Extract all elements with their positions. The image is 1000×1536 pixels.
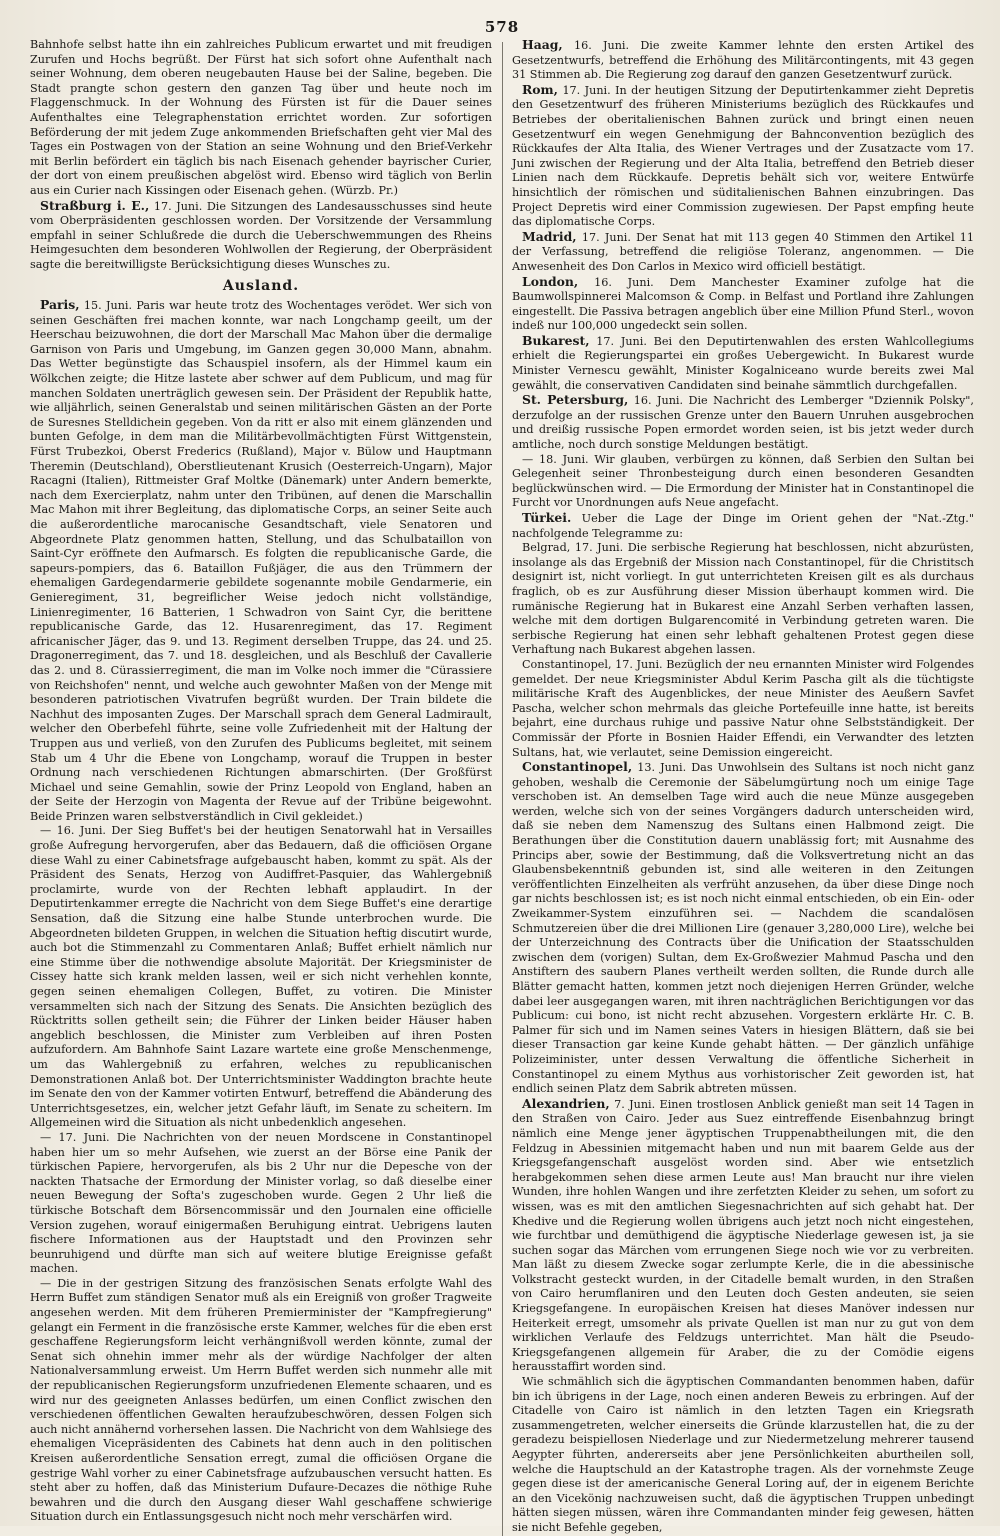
- dateline-place: Straßburg i. E.,: [40, 197, 150, 213]
- article-text: 16. Juni. Die Nachricht des Lemberger "Dziennik Polsky", derzufolge an der russischen Grenze unter den Bauern Unruhen ausgebrochen und dreißig russische Popen ermordet worden seien, ist bis jetzt weder durch amtliche, noch durch sonstige Meldungen bestätigt.: [512, 394, 974, 452]
- article-paragraph: [512, 1097, 974, 1375]
- article-text: 7. Juni. Einen trostlosen Anblick genießt man seit 14 Tagen in den Straßen von Cairo. Jeder aus Suez eintreffende Eisenbahnzug bringt nämlich eine Menge jener ägyptischen Truppenabtheilungen mit, die den Feldzug in Abessinien mitgemacht haben und nun mit baarem Gelde aus der Kriegsgefangenschaft ausgelöst worden sind. Aber wie entsetzlich herabgekommen sehen diese armen Leute aus! Man braucht nur ihre vielen Wunden, ihre hohlen Wangen und ihre zerfetzten Kleider zu sehen, um sofort zu wissen, was es mit den amtlichen Siegesnachrichten auf sich gehabt hat. Der Khedive und die Regierung wollen übrigens auch jetzt noch nicht eingestehen, wie furchtbar und demüthigend die ägyptische Niederlage gewesen ist, ja sie suchen sogar das Märchen vom errungenen Siege noch wie vor zu verbreiten. Man läßt zu diesem Zwecke sogar zerlumpte Kerle, die in die abessinische Volkstracht gesteckt wurden, in der Citadelle bemalt wurden, in den Straßen von Cairo herumflaniren und den Leuten doch Gesten andeuten, sie seien Kriegsgefangene. In europäischen Kreisen hat dieses Manöver indessen nur Heiterkeit erregt, umsomehr als private Quellen ist man nur zu gut von dem wirklichen Verlaufe des Feldzugs unterrichtet. Man hält die Pseudo-Kriegsgefangenen allgemein für Araber, die zu der Comödie eigens herausstaffirt worden sind.: [512, 1097, 974, 1374]
- dateline-place: Constantinopel,: [522, 759, 633, 775]
- article-paragraph: Belgrad, 17. Juni. Die serbische Regierung hat beschlossen, nicht abzurüsten, insolange als das Ergebniß der Mission nach Constantinopel, für die Christitsch designirt ist, nicht vorliegt. In gut unterrichteten Kreisen gilt es als durchaus fraglich, ob es zur Ausführung dieser Mission überhaupt kommen wird. Die rumänische Regierung hat in Bukarest eine Anzahl Serben verhaften lassen, welche mit dem dortigen Bulgarencomité in Verbindung getreten waren. Die serbische Regierung hat einen sehr lebhaft gehaltenen Protest gegen diese Verhaftung nach Bukarest abgehen lassen.: [512, 541, 974, 657]
- dateline-place: Paris,: [40, 297, 80, 313]
- dateline-place: Haag,: [522, 37, 563, 52]
- dateline-place: St. Petersburg,: [522, 392, 629, 408]
- article-text: 17. Juni. Bei den Deputirtenwahlen des ersten Wahlcollegiums erhielt die Regierungspartei ein großes Uebergewicht. In Bukarest wurde Minister Vernescu gewählt, Minister Kogalniceano wurde bereits zwei Mal gewählt, die conservativen Candidaten sind beinahe sämmtlich durchgefallen.: [512, 334, 974, 392]
- article-paragraph: — 16. Juni. Der Sieg Buffet's bei der heutigen Senatorwahl hat in Versailles große Aufregung hervorgerufen, aber das Bedauern, daß die officiösen Organe diese Wahl zu einer Cabinetsfrage aufgebauscht haben, kommt zu spät. Als der Präsident des Senats, Herzog von Audiffret-Pasquier, das Wahlergebniß proclamirte, wurde von der Rechten lebhaft applaudirt. In der Deputirtenkammer erregte die Nachricht von dem Siege Buffet's eine derartige Sensation, daß die Sitzung eine halbe Stunde unterbrochen wurde. Die Abgeordneten bildeten Gruppen, in welchen die Situation heftig discutirt wurde, auch bot die Stimmenzahl zu Commentaren Anlaß; Buffet erhielt nämlich nur eine Stimme über die nothwendige absolute Majorität. Der Kriegsminister de Cissey hatte sich krank melden lassen, weil er sich nicht verhehlen konnte, gegen seinen ehemaligen Collegen, Buffet, zu votiren. Die Minister versammelten sich nach der Sitzung des Senats. Die Ansichten bezüglich des Rücktritts sollen getheilt sein; die Führer der Linken beider Häuser haben angeblich beschlossen, die Minister zum Verbleiben auf ihren Posten aufzufordern. Am Bahnhofe Saint Lazare wartete eine große Menschenmenge, um das Wahlergebniß zu erfahren, welches zu republicanischen Demonstrationen Anlaß bot. Der Unterrichtsminister Waddington brachte heute im Senate den von der Kammer votirten Entwurf, betreffend die Abänderung des Unterrichtsgesetzes, ein, welcher jetzt Gefahr läuft, im Senate zu scheitern. Im Allgemeinen wird die Situation als nicht unbedenklich angesehen.: [30, 824, 492, 1130]
- article-paragraph: [30, 298, 492, 824]
- article-paragraph: [512, 760, 974, 1097]
- article-paragraph: [512, 38, 974, 83]
- article-text: 17. Juni. In der heutigen Sitzung der Deputirtenkammer zieht Depretis den Gesetzentwurf des früheren Ministeriums bezüglich des Rückkaufes und Betriebes der oberitalienischen Bahnen zurück und bringt einen neuen Gesetzentwurf ein wegen Genehmigung der Bahnconvention bezüglich des Rückkaufes der Alta Italia, des Wiener Vertrages und der Zusatzacte vom 17. Juni zwischen der Regierung und der Alta Italia, betreffend den Betrieb dieser Linien nach dem Rückkaufe. Depretis behält sich vor, weitere Entwürfe hinsichtlich der römischen und süditalienischen Bahnen einzubringen. Das Project Depretis wird einer Commission zugewiesen. Der Papst empfing heute das diplomatische Corps.: [512, 83, 974, 229]
- article-text: 17. Juni. Die Sitzungen des Landesausschusses sind heute vom Oberpräsidenten geschlossen worden. Der Vorsitzende der Versammlung empfahl in seiner Schlußrede die durch die Ueberschwemmungen des Rheins Heimgesuchten dem besonderen Wohlwollen der Regierung, der Oberpräsident sagte die bereitwilligste Berücksichtigung dieses Wunsches zu.: [30, 199, 492, 271]
- article-text: Ueber die Lage der Dinge im Orient gehen der "Nat.-Ztg." nachfolgende Telegramme zu:: [512, 512, 974, 540]
- article-text: 16. Juni. Dem Manchester Examiner zufolge hat die Baumwollspinnerei Malcomson & Comp. in Belfast und Portland ihre Zahlungen eingestellt. Die Passiva betragen angeblich über eine Million Pfund Sterl., wovon indeß nur 100,000 ungedeckt sein sollen.: [512, 275, 974, 333]
- dateline-place: Rom,: [522, 81, 558, 97]
- article-text: 17. Juni. Der Senat hat mit 113 gegen 40 Stimmen den Artikel 11 der Verfassung, betreffend die religiöse Toleranz, angenommen. — Die Anwesenheit des Don Carlos in Mexico wird officiell bestätigt.: [512, 230, 975, 273]
- left-column: [30, 38, 492, 1525]
- article-paragraph: [512, 230, 974, 275]
- article-paragraph: Constantinopel, 17. Juni. Bezüglich der neu ernannten Minister wird Folgendes gemeldet. Der neue Kriegsminister Abdul Kerim Pascha gilt als die tüchtigste militärische Kraft des Augenblickes, der neue Minister des Aeußern Savfet Pascha, welcher schon mehrmals das gleiche Portefeuille inne hatte, ist bereits bejahrt, eine durchaus ruhige und passive Natur ohne Selbstständigkeit. Der Commissär der Pforte in Bosnien Haider Effendi, ein Verwandter des letzten Sultans, hat, wie verlautet, seine Demission eingereicht.: [512, 657, 974, 759]
- right-column: [512, 38, 974, 1536]
- dateline-place: Madrid,: [522, 228, 577, 244]
- article-paragraph: [512, 334, 974, 393]
- page-number: 578: [484, 18, 520, 36]
- dateline-place: Bukarest,: [522, 332, 590, 348]
- article-paragraph: Wie schmählich sich die ägyptischen Commandanten benommen haben, dafür bin ich übrigens in der Lage, noch einen anderen Beweis zu erbringen. Auf der Citadelle von Cairo ist nämlich in den letzten Tagen ein Kriegsrath zusammengetreten, welcher einerseits die Gründe klarzustellen hat, die zu der geradezu beispiellosen Niederlage und zur Niedermetzelung mehrerer tausend Aegypter führten, andererseits aber jene Persönlichkeiten aburtheilen soll, welche die Hauptschuld an der Katastrophe tragen. Als der vornehmste Zeuge gegen diese ist der americanische General Loring auf, der in eigenem Berichte an den Vicekönig nachzuweisen sucht, daß die ägyptischen Truppen unbedingt hätten siegen müssen, wären ihre Commandanten minder feig gewesen, hätten sie nicht Befehle gegeben,: [512, 1375, 974, 1534]
- article-paragraph: [512, 511, 974, 541]
- columns: [30, 38, 974, 1536]
- article-paragraph: [512, 83, 974, 230]
- article-text: 16. Juni. Die zweite Kammer lehnte den ersten Artikel des Gesetzentwurfs, betreffend die Erhöhung des Militärcontingents, mit 43 gegen 31 Stimmen ab. Die Regierung zog darauf den ganzen Gesetzentwurf zurück.: [512, 39, 974, 82]
- dateline-place: Türkei.: [522, 510, 572, 525]
- dateline-place: Alexandrien,: [522, 1095, 610, 1111]
- article-text: 15. Juni. Paris war heute trotz des Wochentages verödet. Wer sich von seinen Geschäften frei machen konnte, war nach Longchamp geeilt, um der Heerschau beizuwohnen, die dort der Marschall Mac Mahon über die dermalige Garnison von Paris und Umgebung, im Ganzen gegen 30,000 Mann, abnahm. Das Wetter begünstigte das Schauspiel insofern, als der Himmel kaum ein Wölkchen zeigte; die Hitze lastete aber schwer auf dem Publicum, und mag für manchen Soldaten unerträglich gewesen sein. Der Präsident der Republik hatte, wie alljährlich, seinen Generalstab und seinen militärischen Gästen an der Porte de Suresnes Stelldichein gegeben. Von da ritt er also mit einem glänzenden und bunten Gefolge, in dem man die Militärbevollmächtigten Fürst Wittgenstein, Fürst Trubezkoi, Oberst Frederics (Rußland), Major v. Bülow und Hauptmann Theremin (Deutschland), Oberstlieutenant Krusich (Oesterreich-Ungarn), Major Racagni (Italien), Rittmeister Graf Moltke (Dänemark) unter Andern bemerkte, nach dem Exercierplatz, nahm unter den Tribünen, auf denen die Marschallin Mac Mahon mit ihrer Begleitung, das diplomatische Corps, an seiner Seite auch die außerordentliche marocanische Gesandtschaft, viele Senatoren und Abgeordnete Platz genommen hatten, Stellung, und das Schulbataillon von Saint-Cyr eröffnete den Aufmarsch. Es folgten die republicanische Garde, die sapeurs-pompiers, das 6. Bataillon Fußjäger, die aus den Trümmern der ehemaligen Gardegendarmerie gebildete sogenannte mobile Gendarmerie, ein Genieregiment, 31, begreiflicher Weise jedoch nicht vollständige, Linienregimenter, 16 Batterien, 1 Schwadron von Saint Cyr, die berittene republicanische Garde, das 12. Husarenregiment, das 17. Regiment africanischer Jäger, das 9. und 13. Regiment derselben Truppe, das 24. und 25. Dragonerregiment, das 7. und 18. desgleichen, und als Beschluß der Cavallerie das 2. und 8. Cürassierregiment, die man im Volke noch immer die "Cürassiere von Reichshofen" nennt, und welche auch gewohnter Maßen von der Menge mit besonderen patriotischen Vivatrufen begrüßt wurden. Der Train bildete die Nachhut des imposanten Zuges. Der Marschall sprach dem General Ladmirault, welcher den Oberbefehl führte, seine volle Zufriedenheit mit der Haltung der Truppen aus und verließ, von den Zurufen des Publicums begleitet, mit seinem Stab um 4 Uhr die Ebene von Longchamp, worauf die Truppen in bester Ordnung nach verschiedenen Richtungen abmarschirten. (Der Großfürst Michael und seine Gemahlin, sowie der Prinz Leopold von England, haben an der Seite der Herzogin von Magenta der Revue auf der Tribüne beigewohnt. Beide Prinzen waren selbstverständlich in Civil gekleidet.): [30, 299, 492, 823]
- article-paragraph: — Die in der gestrigen Sitzung des französischen Senats erfolgte Wahl des Herrn Buffet zum ständigen Senator muß als ein Ereigniß von großer Tragweite angesehen werden. Mit dem früheren Premierminister der "Kampfregierung" gelangt ein Ferment in die französische erste Kammer, welches für die eben erst geschaffene Regierungsform leicht verhängnißvoll werden könnte, zumal der Senat sich ohnehin immer mehr als der würdige Nachfolger der alten Nationalversammlung erweist. Um Herrn Buffet werden sich nunmehr alle mit der republicanischen Regierungsform unzufriedenen Elemente schaaren, und es wird nur des geeigneten Anlasses bedürfen, um einen Conflict zwischen den verschiedenen öffentlichen Gewalten heraufzubeschwören, dessen Folgen sich auch nicht annähernd vorhersehen lassen. Die Nachricht von dem Wahlsiege des ehemaligen Vicepräsidenten des Cabinets hat denn auch in den politischen Kreisen außerordentliche Sensation erregt, zumal die officiösen Organe die gestrige Wahl vorher zu einer Cabinetsfrage aufzubauschen versucht hatten. Es steht aber zu hoffen, daß das Ministerium Dufaure-Decazes die nöthige Ruhe bewahren und die durch den Ausgang dieser Wahl geschaffene schwierige Situation durch ein Entlassungsgesuch nicht noch mehr verschärfen wird.: [30, 1276, 492, 1524]
- article-paragraph: — 17. Juni. Die Nachrichten von der neuen Mordscene in Constantinopel haben hier um so mehr Aufsehen, wie zuerst an der Börse eine Panik der türkischen Papiere, hervorgerufen, als bis 2 Uhr nur die Depesche von der nackten Thatsache der Ermordung der Minister vorlag, so daß dieselbe einer neuen Bewegung der Softa's zugeschoben wurde. Gegen 2 Uhr ließ die türkische Botschaft dem Börsencommissär und den Journalen eine officielle Version zugehen, worauf einigermaßen Beruhigung eintrat. Uebrigens lauten fischere Informationen aus der Hauptstadt und den Provinzen sehr beunruhigend und dürfte man sich auf weitere blutige Ereignisse gefaßt machen.: [30, 1130, 492, 1276]
- column-rule: [502, 42, 503, 1536]
- article-paragraph: [30, 199, 492, 273]
- article-paragraph: [512, 275, 974, 334]
- dateline-place: London,: [522, 273, 579, 289]
- section-heading: Ausland.: [222, 277, 300, 294]
- article-paragraph: Bahnhofe selbst hatte ihn ein zahlreiches Publicum erwartet und mit freudigen Zurufen und Hochs begrüßt. Der Fürst hat sich sofort ohne Aufenthalt nach seiner Wohnung, dem oberen neugebauten Hause bei der Saline, begeben. Die Stadt prangte schon gestern den ganzen Tag über und heute noch im Flaggenschmuck. In der Wohnung des Fürsten ist für die Dauer seines Aufenthaltes eine Telegraphenstation errichtet worden. Zur sofortigen Beförderung der mit jedem Zuge ankommenden Briefschaften geht vier Mal des Tages ein Postwagen von der Station an seine Wohnung und den Brief-Verkehr mit Berlin befördert ein täglich bis nach Eisenach gehender bayrischer Curier, der dort von einem preußischen abgelöst wird. Ebenso wird täglich von Berlin aus ein Curier nach Kissingen oder Eisenach gehen. (Würzb. Pr.): [30, 38, 492, 197]
- article-paragraph: — 18. Juni. Wir glauben, verbürgen zu können, daß Serbien den Sultan bei Gelegenheit seiner Thronbesteigung durch einen besonderen Gesandten beglückwünschen wird. — Die Ermordung der Minister hat in Constantinopel die Furcht vor Unordnungen aufs Neue angefacht.: [512, 452, 974, 510]
- article-text: 13. Juni. Das Unwohlsein des Sultans ist noch nicht ganz gehoben, weshalb die Ceremonie der Säbelumgürtung noch um einige Tage verschoben ist. An demselben Tage wird auch die neue Münze ausgegeben werden, welche sich von der seines Vorgängers dadurch unterscheiden wird, daß sie neben dem Namenszug des Sultans einen Halbmond zeigt. Die Berathungen über die Constitution dauern unablässig fort; mit Ausnahme des Princips aber, sowie der Bestimmung, daß die Volksvertretung nicht an das Glaubensbekenntniß gebunden ist, sind alle weiteren in den Zeitungen veröffentlichten Einzelheiten als verfrüht anzusehen, da über diese Dinge noch gar nichts beschlossen ist; es ist noch nicht einmal entschieden, ob ein Ein- oder Zweikammer-System einzuführen sei. — Nachdem die scandalösen Schmutzereien über die drei Millionen Lire (genauer 3,280,000 Lire), welche bei der Unterzeichnung des Contracts über die Unification der Staatsschulden zwischen dem (vorigen) Sultan, dem Ex-Großwezier Mahmud Pascha und den Anstiftern des saubern Planes vertheilt werden sollten, die Runde durch alle Blätter gemacht hatten, kommen jetzt noch diejenigen Herren Gründer, welche dabei leer ausgegangen waren, mit ihren nachträglichen Berichtigungen vor das Publicum: cui bono, ist nicht recht abzusehen. Vorgestern erklärte Hr. C. B. Palmer für sich und im Namen seines Vaters in hiesigen Blättern, daß sie bei dieser Transaction gar keine Kunde gehabt hätten. — Der gänzlich unfähige Polizeiminister, unter dessen Verwaltung die öffentliche Sicherheit in Constantinopel zu einem Mythus aus vorhistorischer Zeit geworden ist, hat endlich seinen Platz dem Sabrik abtreten müssen.: [512, 761, 974, 1096]
- article-paragraph: [512, 393, 974, 452]
